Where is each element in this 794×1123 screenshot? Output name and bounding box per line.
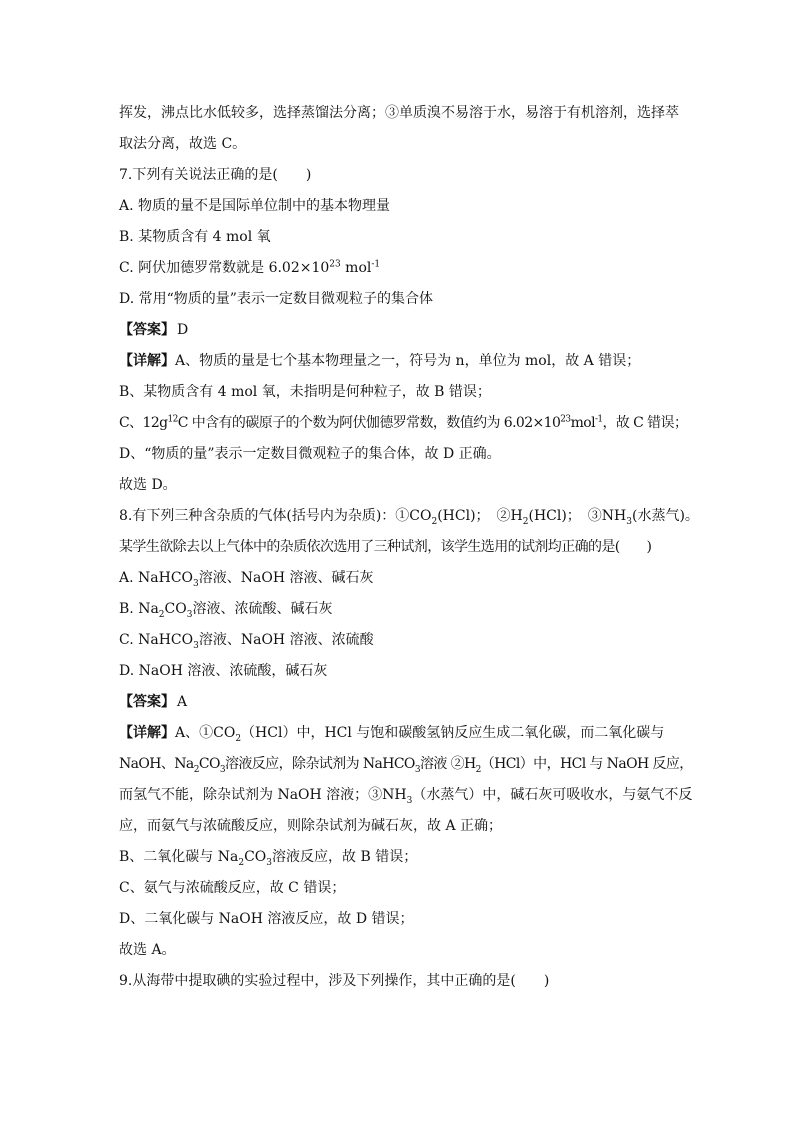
detail-part: （HCl）中，HCl 与饱和碳酸氢钠反应生成二氧化碳，而二氧化碳与 <box>241 725 665 741</box>
detail-label: 【详解】 <box>119 725 175 741</box>
detail-part: 溶液 ②H <box>419 756 476 772</box>
stem-part: (HCl)； ③NH <box>528 508 627 524</box>
option-part: 溶液、NaOH 溶液、碱石灰 <box>198 570 374 586</box>
detail-part: 溶液反应，故 B 错误； <box>272 849 418 865</box>
stem-part: (水蒸气)。 <box>632 508 699 524</box>
subscript: 2 <box>475 764 481 775</box>
answer-value: A <box>177 694 188 710</box>
answer-value: D <box>177 322 189 338</box>
q7-option-c-unit: mol <box>340 260 372 276</box>
subscript: 2 <box>522 516 529 527</box>
exponent: -1 <box>594 414 603 425</box>
subscript: 3 <box>414 764 420 775</box>
prev-explanation-line-2: 取法分离，故选 C。 <box>119 136 247 152</box>
question-8-option-c <box>119 625 689 656</box>
detail-part: CO <box>198 756 220 772</box>
subscript: 3 <box>406 795 413 806</box>
detail-c-part: C 中含有的碳原子的个数为阿伏伽德罗常数，数值约为 6.02×10 <box>177 415 561 431</box>
question-7-option-d: D. 常用“物质的量”表示一定数目微观粒子的集合体 <box>119 291 433 307</box>
question-8-answer <box>119 687 689 718</box>
option-part: 溶液、浓硫酸、碱石灰 <box>192 601 333 617</box>
subscript: 2 <box>238 857 245 868</box>
question-8-conclusion: 故选 A。 <box>119 942 176 958</box>
answer-label: 【答案】 <box>119 322 175 338</box>
detail-part: （水蒸气）中，碱石灰可吸收水，与氨气不反 <box>412 787 693 803</box>
subscript: 3 <box>266 857 273 868</box>
subscript: 2 <box>158 609 165 620</box>
question-8-detail-line-2 <box>119 749 693 780</box>
subscript: 3 <box>193 640 199 651</box>
question-8-detail-line-4: 应，而氨气与浓硫酸反应，则除杂试剂为碱石灰，故 A 正确； <box>119 818 503 834</box>
question-7-option-a: A. 物质的量不是国际单位制中的基本物理量 <box>119 198 391 214</box>
option-part: C. NaHCO <box>119 632 194 648</box>
option-part: A. NaHCO <box>119 570 194 586</box>
question-8-option-b <box>119 594 689 625</box>
q7-option-c-unit-exponent: -1 <box>371 259 381 270</box>
question-7-detail-c <box>119 408 689 439</box>
subscript: 3 <box>186 609 193 620</box>
detail-part: NaOH、Na <box>119 756 194 772</box>
question-8-detail-line-3 <box>119 780 693 811</box>
answer-label: 【答案】 <box>119 694 175 710</box>
q7-option-c-exponent: 23 <box>329 259 341 270</box>
stem-part: 8.有下列三种含杂质的气体(括号内为杂质)：①CO <box>119 508 432 524</box>
question-8-detail-line-1 <box>119 718 689 749</box>
question-7-detail-a <box>119 346 689 377</box>
question-8-detail-line-5 <box>119 842 689 873</box>
question-7-detail-d: D、“物质的量”表示一定数目微观粒子的集合体，故 D 正确。 <box>119 446 501 462</box>
document-body <box>119 98 699 997</box>
question-7-stem: 7.下列有关说法正确的是( ) <box>119 167 312 183</box>
question-8-detail-line-7: D、二氧化碳与 NaOH 溶液反应，故 D 错误； <box>119 911 414 927</box>
detail-part: B、二氧化碳与 Na <box>119 849 239 865</box>
detail-label: 【详解】 <box>119 353 175 369</box>
detail-part: A、①CO <box>175 725 236 741</box>
mass-number: 12 <box>167 414 178 425</box>
prev-explanation-line-1: 挥发，沸点比水低较多，选择蒸馏法分离；③单质溴不易溶于水，易溶于有机溶剂，选择萃 <box>119 105 679 121</box>
question-7-option-b: B. 某物质含有 4 mol 氧 <box>119 229 271 245</box>
subscript: 3 <box>193 578 199 589</box>
stem-part: (HCl)； ②H <box>437 508 523 524</box>
subscript: 2 <box>235 733 242 744</box>
detail-part: （HCl）中，HCl 与 NaOH 反应， <box>480 756 693 772</box>
question-7-option-c <box>119 253 689 284</box>
exponent: 23 <box>560 414 571 425</box>
question-7-conclusion: 故选 D。 <box>119 477 177 493</box>
subscript: 3 <box>219 764 225 775</box>
question-8-detail-line-6: C、氨气与浓硫酸反应，故 C 错误； <box>119 880 346 896</box>
q7-option-c-text: C. 阿伏加德罗常数就是 6.02×10 <box>119 260 330 276</box>
question-8-stem-line-1 <box>119 501 699 532</box>
question-8-option-a <box>119 563 689 594</box>
question-7-answer <box>119 315 689 346</box>
subscript: 3 <box>626 516 632 527</box>
subscript: 2 <box>431 516 438 527</box>
detail-text: A、物质的量是七个基本物理量之一，符号为 n，单位为 mol，故 A 错误； <box>175 353 641 369</box>
detail-part: 溶液反应，除杂试剂为 NaHCO <box>224 756 415 772</box>
detail-part: 而氢气不能，除杂试剂为 NaOH 溶液；③NH <box>119 787 407 803</box>
option-part: 溶液、NaOH 溶液、浓硫酸 <box>198 632 374 648</box>
detail-c-part: mol <box>570 415 595 431</box>
detail-part: CO <box>244 849 267 865</box>
option-part: B. Na <box>119 601 159 617</box>
question-7-detail-b: B、某物质含有 4 mol 氧，未指明是何种粒子，故 B 错误； <box>119 384 491 400</box>
detail-c-part: C、12g <box>119 415 168 431</box>
option-part: CO <box>164 601 187 617</box>
question-8-option-d: D. NaOH 溶液、浓硫酸，碱石灰 <box>119 663 328 679</box>
subscript: 2 <box>193 764 199 775</box>
question-9-stem: 9.从海带中提取碘的实验过程中，涉及下列操作，其中正确的是( ) <box>119 973 550 989</box>
detail-c-part: ，故 C 错误； <box>602 415 688 431</box>
question-8-stem-line-2: 某学生欲除去以上气体中的杂质依次选用了三种试剂，该学生选用的试剂均正确的是( ) <box>119 539 652 555</box>
